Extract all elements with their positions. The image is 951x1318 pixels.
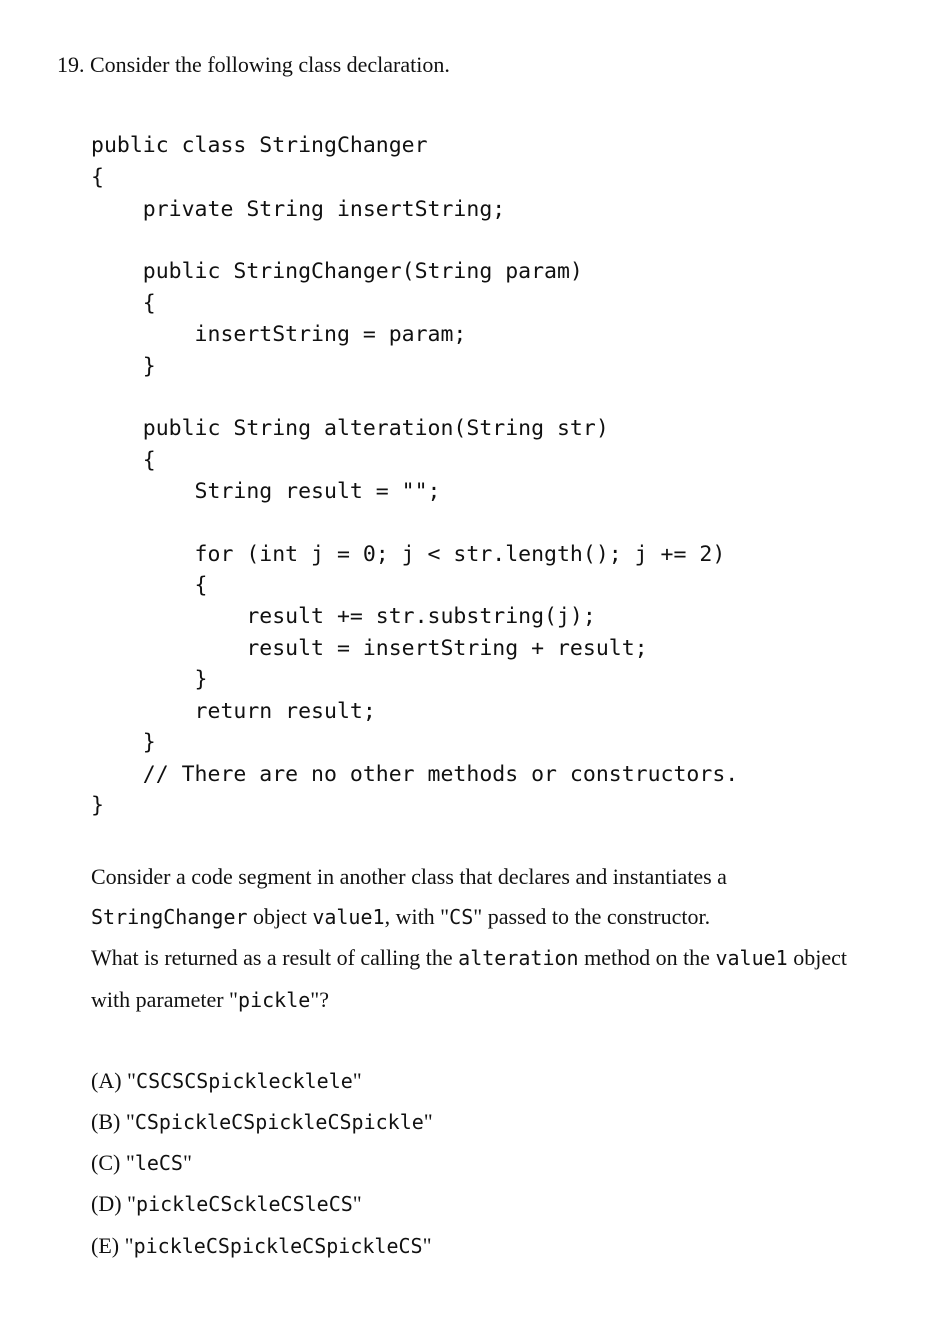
option-label: (E) " <box>91 1233 134 1258</box>
code-line: result += str.substring(j); <box>91 604 596 629</box>
code-block <box>91 130 739 818</box>
inline-code: alteration <box>458 946 579 970</box>
option-value: CSCSCSpicklecklele <box>136 1069 353 1093</box>
code-line: } <box>91 667 208 692</box>
code-line: { <box>91 448 156 473</box>
code-line: private String insertString; <box>91 197 506 222</box>
code-line: public StringChanger(String param) <box>91 259 583 284</box>
prose-line <box>91 989 329 1011</box>
option-end: " <box>352 1191 362 1216</box>
prose-text: , with " <box>384 904 450 929</box>
prose-text: " passed to the constructor. <box>473 904 711 929</box>
inline-code: value1 <box>312 905 385 929</box>
prose-text: What is returned as a result of calling the <box>91 945 459 970</box>
option-end: " <box>352 1068 362 1093</box>
code-line: public class StringChanger <box>91 133 428 158</box>
option-label: (B) " <box>91 1109 135 1134</box>
prose-text: "? <box>310 987 330 1012</box>
answer-option-b[interactable] <box>91 1111 433 1133</box>
option-label: (A) " <box>91 1068 137 1093</box>
prose-text: method on the <box>578 945 716 970</box>
answer-option-a[interactable] <box>91 1070 362 1092</box>
prose-text: object <box>787 945 847 970</box>
prose-line <box>91 947 847 969</box>
option-end: " <box>182 1150 192 1175</box>
inline-code: CS <box>449 905 474 929</box>
question-title: 19. Consider the following class declaration. <box>57 52 450 77</box>
prose-line: Consider a code segment in another class that declares and instantiates a <box>91 864 727 889</box>
answer-option-d[interactable] <box>91 1193 362 1215</box>
code-line: } <box>91 793 104 818</box>
inline-code: StringChanger <box>91 905 248 929</box>
prose-text: with parameter " <box>91 987 239 1012</box>
option-value: pickleCSckleCSleCS <box>136 1192 353 1216</box>
code-line: // There are no other methods or constructors. <box>91 762 739 787</box>
code-line: String result = ""; <box>91 479 441 504</box>
option-end: " <box>422 1233 432 1258</box>
code-line: result = insertString + result; <box>91 636 648 661</box>
code-line: } <box>91 354 156 379</box>
option-value: CSpickleCSpickleCSpickle <box>134 1110 424 1134</box>
option-value: pickleCSpickleCSpickleCS <box>133 1234 423 1258</box>
prose-text: object <box>247 904 313 929</box>
inline-code: value1 <box>715 946 788 970</box>
prose-line <box>91 906 710 928</box>
code-line: for (int j = 0; j < str.length(); j += 2) <box>91 542 726 567</box>
code-line: { <box>91 291 156 316</box>
code-line: } <box>91 730 156 755</box>
code-line: { <box>91 165 104 190</box>
option-label: (D) " <box>91 1191 137 1216</box>
code-line: insertString = param; <box>91 322 467 347</box>
code-line: return result; <box>91 699 376 724</box>
answer-option-e[interactable] <box>91 1235 432 1257</box>
option-label: (C) " <box>91 1150 135 1175</box>
answer-option-c[interactable] <box>91 1152 192 1174</box>
option-value: leCS <box>134 1151 183 1175</box>
inline-code: pickle <box>238 988 311 1012</box>
code-line: public String alteration(String str) <box>91 416 609 441</box>
option-end: " <box>423 1109 433 1134</box>
code-line: { <box>91 573 208 598</box>
